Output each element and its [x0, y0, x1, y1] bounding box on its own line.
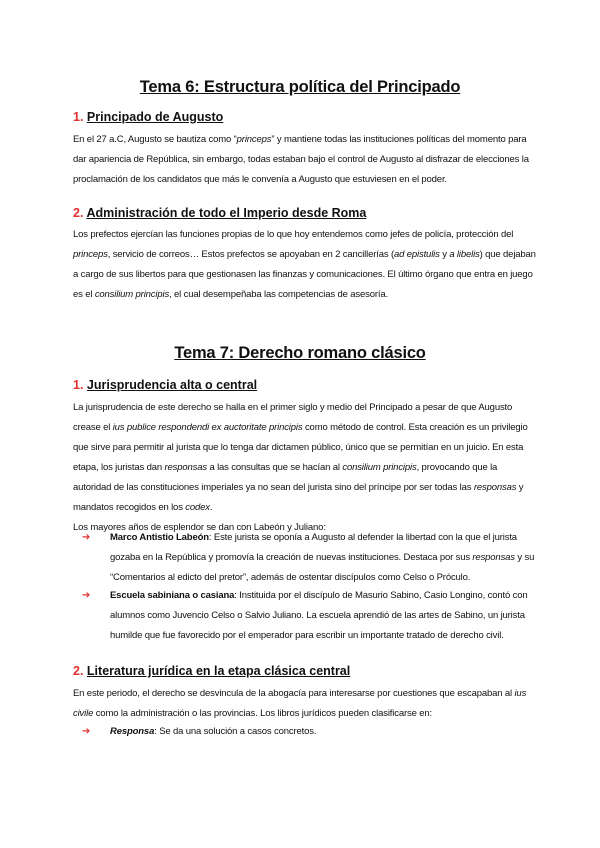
text-line: “Comentarios al edicto del pretor”, además de ostentar discípulos como Celso o Próculo.: [110, 572, 471, 583]
arrow-icon: ➔: [82, 590, 91, 601]
section-title: Literatura jurídica en la etapa clásica central: [86, 664, 351, 678]
arrow-icon: ➔: [82, 726, 91, 737]
section-heading-administracion: [73, 206, 366, 220]
text-line: gozaba en la República y promovía la creación de nuevas instituciones. Destaca por sus responsas y su: [110, 552, 535, 563]
text-line: dar apariencia de República, sin embargo, todas estaban bajo el control de Augusto al disfrazar de elecciones la: [73, 154, 529, 165]
paragraph-literatura: [73, 684, 533, 724]
section-number: 2.: [73, 664, 84, 678]
text-line: En el 27 a.C, Augusto se bautiza como “princeps” y mantiene todas las instituciones políticas del momento para: [73, 134, 527, 145]
text-line: proclamación de los candidatos que más le convenía a Augusto que estuviesen en el poder.: [73, 174, 447, 185]
arrow-icon: ➔: [82, 532, 91, 543]
text-line: autoridad de las constituciones imperiales ya no sean del jurista sino del príncipe por ser todas las responsas y: [73, 482, 524, 493]
text-line: Escuela sabiniana o casiana: Instituida por el discípulo de Masurio Sabino, Casio Longino, contó con: [110, 590, 528, 601]
list-item-escuela-sabiniana: [82, 586, 532, 646]
text-line: Los mayores años de esplendor se dan con Labeón y Juliano:: [73, 522, 326, 533]
text-line: alumnos como Juvencio Celso o Salvio Juliano. La escuela aprendió de las artes de Sabino, un jurista: [110, 610, 525, 621]
section-heading-principado: [73, 110, 223, 124]
list-item-responsa: [82, 722, 532, 742]
text-line: En este periodo, el derecho se desvincula de la abogacía para interesarse por cuestiones que escapaban al ius: [73, 688, 527, 699]
text-line: crease el ius publice respondendi ex auctoritate principis como método de control. Esta creación es un privilegio: [73, 422, 528, 433]
paragraph-administracion: [73, 225, 536, 305]
section-number: 1.: [73, 110, 84, 124]
section-number: 1.: [73, 378, 84, 392]
text-line: que sirve para permitir al jurista que lo tenga dar dictamen público, único que se permitían en un juicio. En esta: [73, 442, 524, 453]
text-line: Los prefectos ejercían las funciones propias de lo que hoy entendemos como jefes de policía, protección del: [73, 229, 514, 240]
text-line: etapa, los juristas dan responsas a las consultas que se hacían al consilium principis, provocando que la: [73, 462, 498, 473]
text-line: Marco Antistio Labeón: Este jurista se oponía a Augusto al defender la libertad con la que el jurista: [110, 532, 517, 543]
text-line: Responsa: Se da una solución a casos concretos.: [110, 726, 317, 737]
tema-7-title: Tema 7: Derecho romano clásico: [174, 344, 426, 362]
tema-6-title: Tema 6: Estructura política del Principado: [139, 78, 461, 96]
section-heading-jurisprudencia: [73, 378, 257, 392]
text-line: humilde que fue favorecido por el emperador para escribir un importante tratado de derecho civil.: [110, 630, 504, 641]
section-title: Jurisprudencia alta o central: [86, 378, 258, 392]
text-line: es el consilium principis, el cual desempeñaba las competencias de asesoría.: [73, 289, 388, 300]
paragraph-principado: [73, 130, 533, 190]
section-title: Principado de Augusto: [86, 110, 224, 124]
text-line: mandatos recogidos en los codex.: [73, 502, 213, 513]
section-heading-literatura: [73, 664, 350, 678]
paragraph-jurisprudencia: [73, 398, 533, 538]
text-line: civile como la administración o las provincias. Los libros jurídicos pueden clasificarse en:: [73, 708, 432, 719]
text-line: a cargo de sus libertos para que gestionasen las finanzas y comunicaciones. El último órgano que entra en juego: [73, 269, 533, 280]
section-number: 2.: [73, 206, 84, 220]
list-item-labeon: [82, 528, 535, 588]
text-line: princeps, servicio de correos… Estos prefectos se apoyaban en 2 cancillerías (ad epistulis y a libelis) que dejaban: [73, 249, 536, 260]
text-line: La jurisprudencia de este derecho se halla en el primer siglo y medio del Principado a pesar de que Augusto: [73, 402, 513, 413]
section-title: Administración de todo el Imperio desde Roma: [86, 206, 367, 220]
